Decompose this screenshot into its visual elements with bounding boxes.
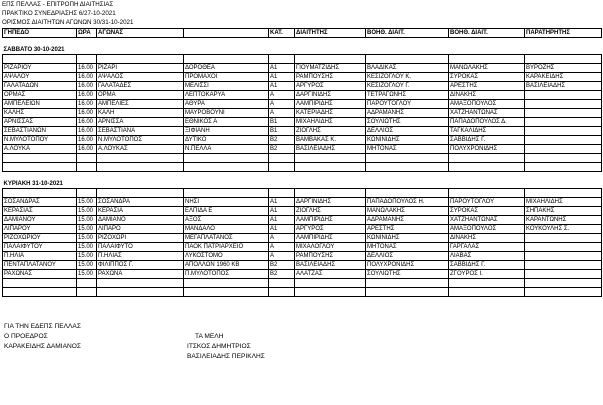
empty-cell <box>184 279 269 288</box>
match-cell: ΖΙΟΓΛΗΣ <box>295 127 366 136</box>
empty-row <box>3 38 602 47</box>
footer-left <box>4 322 81 352</box>
match-cell: ΛΙΠΑΡΟ <box>97 225 184 234</box>
empty-cell <box>449 279 525 288</box>
match-cell: ΒΑΜΒΑΚΑΣ Κ. <box>295 136 366 145</box>
match-cell: ΠΑΛΑΙΦΥΤΟ <box>97 243 184 252</box>
empty-cell <box>3 288 77 297</box>
match-cell: ΒΑΣΙΛΕΙΑΔΗΣ <box>295 261 366 270</box>
empty-cell <box>366 189 449 198</box>
match-cell <box>525 145 602 154</box>
match-cell: ΔΑΜΙΑΝΟ <box>97 216 184 225</box>
match-cell: ΦΙΛΙΠΠΟΣ Γ. <box>97 261 184 270</box>
match-cell: Β1 <box>269 118 295 127</box>
match-cell: ΜΕΛΙΣΣΙ <box>184 82 269 91</box>
match-cell: 15.00 <box>77 252 97 261</box>
match-cell: Ν.ΠΕΛΛΑ <box>184 145 269 154</box>
match-cell: Α <box>269 109 295 118</box>
empty-row <box>3 279 602 288</box>
match-cell: ΡΙΖΑΡΙΟΥ <box>3 64 77 73</box>
match-cell: ΑΨΑΛΟΣ <box>97 73 184 82</box>
match-cell: ΑΛΑΤΖΑΣ <box>295 270 366 279</box>
empty-cell <box>269 172 295 181</box>
match-row <box>3 261 602 270</box>
match-cell: ΞΙΦΙΑΝΗ <box>184 127 269 136</box>
column-header: ΒΟΗΘ. ΔΙΑΙΤ. <box>449 29 525 38</box>
match-cell: ΣΕΒΑΣΤΙΑΝΑ <box>97 127 184 136</box>
empty-cell <box>97 279 184 288</box>
match-cell: ΣΥΡΟΚΑΣ <box>449 73 525 82</box>
match-cell: Α1 <box>269 82 295 91</box>
match-cell: 15.00 <box>77 234 97 243</box>
match-cell: ΧΑΤΖΗΑΝΤΩΝΑΣ <box>449 216 525 225</box>
match-cell: ΜΑΝΩΛΑΚΗΣ <box>449 64 525 73</box>
empty-cell <box>184 38 269 47</box>
match-cell: ΑΨΑΛΟΥ <box>3 73 77 82</box>
match-cell: 16.00 <box>77 82 97 91</box>
match-cell: 15.00 <box>77 198 97 207</box>
empty-cell <box>3 189 77 198</box>
match-row <box>3 145 602 154</box>
match-cell: ΜΑΥΡΟΒΟΥΝΙ <box>184 109 269 118</box>
match-cell: 15.00 <box>77 243 97 252</box>
match-cell: Ν.ΜΥΛΟΤΟΠΟΣ <box>97 136 184 145</box>
empty-cell <box>97 288 184 297</box>
empty-cell <box>3 55 77 64</box>
match-cell: ΑΡΓΥΡΟΣ <box>295 225 366 234</box>
match-cell: ΔΕΛΛΙΟΣ <box>366 127 449 136</box>
match-cell: 16.00 <box>77 91 97 100</box>
empty-cell <box>184 189 269 198</box>
match-cell: ΒΛΑΔΙΚΑΣ <box>366 64 449 73</box>
empty-cell <box>97 38 184 47</box>
match-cell: ΑΡΓΥΡΟΣ <box>295 82 366 91</box>
match-cell <box>525 127 602 136</box>
empty-cell <box>97 163 184 172</box>
empty-cell <box>449 163 525 172</box>
footer-member-2: ΒΑΣΙΛΕΙΑΔΗΣ ΠΕΡΙΚΛΗΣ <box>187 353 265 360</box>
match-cell <box>525 243 602 252</box>
match-cell: Π.ΗΛΙΑ <box>3 252 77 261</box>
empty-cell <box>525 189 602 198</box>
column-header: ΔΙΑΙΤΗΤΗΣ <box>295 29 366 38</box>
empty-cell <box>525 163 602 172</box>
match-cell: ΔΑΡΓΙΝΙΔΗΣ <box>295 91 366 100</box>
match-cell: ΣΟΥΛΙΩΤΗΣ <box>366 270 449 279</box>
empty-cell <box>77 163 97 172</box>
match-cell: 16.00 <box>77 100 97 109</box>
empty-cell <box>295 288 366 297</box>
match-cell: ΠΡΟΜΑΧΟΙ <box>184 73 269 82</box>
match-cell: ΟΡΜΑΣ <box>3 91 77 100</box>
match-cell: ΠΑΛΑΙΦΥΤΟΥ <box>3 243 77 252</box>
match-cell: ΚΕΣΙΖΟΓΛΟΥ Γ. <box>366 82 449 91</box>
empty-row <box>3 288 602 297</box>
empty-cell <box>449 154 525 163</box>
match-cell: ΑΜΑΞΟΠΟΥΛΟΣ <box>449 225 525 234</box>
match-cell: Ν.ΜΥΛΟΤΟΠΟΥ <box>3 136 77 145</box>
match-cell: 16.00 <box>77 64 97 73</box>
match-cell: Β2 <box>269 136 295 145</box>
column-header: ΚΑΤ. <box>269 29 295 38</box>
match-row <box>3 270 602 279</box>
match-cell: ΚΩΝΙΝΙΔΗΣ <box>366 136 449 145</box>
empty-cell <box>184 288 269 297</box>
empty-cell <box>449 172 525 181</box>
match-row <box>3 82 602 91</box>
match-cell: ΒΑΣΙΛΕΙΑΔΗΣ <box>525 82 602 91</box>
match-cell: ΛΑΜΠΙΡΙΔΗΣ <box>295 216 366 225</box>
match-cell: ΡΙΖΟΧΩΡΙΟΥ <box>3 234 77 243</box>
match-cell: ΠΑΡΟΥΤΟΓΛΟΥ <box>366 100 449 109</box>
column-header <box>184 29 269 38</box>
empty-cell <box>77 55 97 64</box>
match-cell: ΣΟΣΑΝΔΡΑ <box>97 198 184 207</box>
match-cell: ΠΑΡΟΥΤΟΓΛΟΥ <box>449 198 525 207</box>
empty-cell <box>269 279 295 288</box>
column-header: ΠΑΡΑΤΗΡΗΤΗΣ <box>525 29 602 38</box>
header-row <box>3 29 602 38</box>
empty-cell <box>77 154 97 163</box>
match-cell: ΕΛΠΙΔΑ Ε <box>184 207 269 216</box>
section-header <box>3 46 602 55</box>
match-cell: ΕΘΝΙΚΟΣ Α <box>184 118 269 127</box>
match-cell <box>525 118 602 127</box>
match-cell: ΓΙΟΥΜΑΤΖΙΔΗΣ <box>295 64 366 73</box>
match-row <box>3 109 602 118</box>
match-row <box>3 73 602 82</box>
empty-cell <box>3 172 77 181</box>
empty-cell <box>295 279 366 288</box>
empty-row <box>3 189 602 198</box>
empty-cell <box>269 55 295 64</box>
doc-assignment-title: ΟΡΙΣΜΟΣ ΔΙΑΙΤΗΤΩΝ ΑΓΩΝΩΝ 30/31-10-2021 <box>2 19 134 26</box>
match-cell: ΡΑΧΩΝΑΣ <box>3 270 77 279</box>
match-cell: Α <box>269 243 295 252</box>
empty-cell <box>3 279 77 288</box>
match-cell: ΚΑΤΕΡΙΑΔΗΣ <box>295 109 366 118</box>
match-cell: Α <box>269 252 295 261</box>
empty-cell <box>77 38 97 47</box>
empty-cell <box>184 163 269 172</box>
match-cell: ΖΙΟΓΛΗΣ <box>295 207 366 216</box>
match-row <box>3 225 602 234</box>
empty-cell <box>295 189 366 198</box>
empty-cell <box>366 38 449 47</box>
empty-cell <box>269 163 295 172</box>
empty-cell <box>366 55 449 64</box>
empty-cell <box>295 55 366 64</box>
footer-org: ΓΙΑ ΤΗΝ ΕΔΕΠΣ ΠΕΛΛΑΣ <box>4 323 81 330</box>
match-row <box>3 216 602 225</box>
match-cell: Β2 <box>269 145 295 154</box>
empty-cell <box>184 55 269 64</box>
empty-cell <box>269 154 295 163</box>
match-cell: ΚΕΡΑΣΙΑ <box>97 207 184 216</box>
match-cell: Π.ΜΥΛΟΤΟΠΟΣ <box>184 270 269 279</box>
match-cell: ΧΑΤΖΗΑΝΤΩΝΑΣ <box>449 109 525 118</box>
match-cell <box>525 100 602 109</box>
empty-cell <box>449 55 525 64</box>
match-cell: ΑΞΟΣ <box>184 216 269 225</box>
match-row <box>3 252 602 261</box>
match-cell: ΚΑΡΑΚΕΙΔΗΣ <box>525 73 602 82</box>
footer-member-1: ΙΤΣΚΟΣ ΔΗΜΗΤΡΙΟΣ <box>187 343 251 350</box>
match-cell: ΔΙΝΑΚΗΣ <box>449 91 525 100</box>
empty-cell <box>525 55 602 64</box>
match-cell: ΡΙΖΑΡΙ <box>97 64 184 73</box>
empty-cell <box>77 279 97 288</box>
match-cell: ΠΕΝΤΑΠΛΑΤΑΝΟΥ <box>3 261 77 270</box>
empty-row <box>3 172 602 181</box>
match-cell: ΛΑΜΠΙΡΙΔΗΣ <box>295 100 366 109</box>
empty-cell <box>3 154 77 163</box>
empty-row <box>3 55 602 64</box>
empty-cell <box>77 288 97 297</box>
match-cell: ΑΘΥΡΑ <box>184 100 269 109</box>
match-cell: ΠΑΟΚ ΠΑΤΡΙΑΡΧΕΙΟ <box>184 243 269 252</box>
match-row <box>3 136 602 145</box>
match-cell: ΑΡΕΣΤΗΣ <box>449 82 525 91</box>
empty-cell <box>525 288 602 297</box>
empty-cell <box>295 154 366 163</box>
empty-cell <box>366 163 449 172</box>
empty-cell <box>295 172 366 181</box>
match-cell: ΒΑΣΙΛΕΙΑΔΗΣ <box>295 145 366 154</box>
footer-president-name: ΚΑΡΑΚΕΙΔΗΣ ΔΑΜΙΑΝΟΣ <box>4 343 81 350</box>
empty-cell <box>269 189 295 198</box>
empty-cell <box>366 279 449 288</box>
match-cell: 16.00 <box>77 127 97 136</box>
match-cell: ΑΜΑΞΟΠΟΥΛΟΣ <box>449 100 525 109</box>
match-cell <box>525 252 602 261</box>
match-cell: 16.00 <box>77 145 97 154</box>
match-row <box>3 91 602 100</box>
match-cell: ΜΗΤΟΝΑΣ <box>366 145 449 154</box>
match-cell: ΚΕΣΙΖΟΓΛΟΥ Κ. <box>366 73 449 82</box>
match-cell: ΑΜΠΕΛΙΕΣ <box>97 100 184 109</box>
match-cell: ΜΑΝΔΑΛΟ <box>184 225 269 234</box>
match-cell: ΣΕΒΑΣΤΙΑΝΩΝ <box>3 127 77 136</box>
match-cell <box>525 109 602 118</box>
match-cell: Α1 <box>269 207 295 216</box>
match-cell: 15.00 <box>77 270 97 279</box>
match-cell: ΛΙΠΑΡΟΥ <box>3 225 77 234</box>
match-cell: 15.00 <box>77 216 97 225</box>
match-cell: ΑΠΟΛΛΩΝ 1960 ΚΒ <box>184 261 269 270</box>
match-cell: Α1 <box>269 64 295 73</box>
match-cell: ΜΕΓΑΠΛΑΤΑΝΟΣ <box>184 234 269 243</box>
match-cell: ΚΩΝΙΝΙΔΗΣ <box>366 234 449 243</box>
match-cell: ΣΑΒΒΙΔΗΣ Γ. <box>449 261 525 270</box>
empty-cell <box>295 163 366 172</box>
match-cell <box>525 270 602 279</box>
section-header <box>3 180 602 189</box>
match-row <box>3 234 602 243</box>
empty-cell <box>77 189 97 198</box>
match-cell: ΤΑΓΚΑΛΙΔΗΣ <box>449 127 525 136</box>
match-cell: ΠΑΠΑΔΟΠΟΥΛΟΣ Δ. <box>449 118 525 127</box>
match-cell: ΣΗΠΑΚΗΣ <box>525 207 602 216</box>
column-header: ΩΡΑ <box>77 29 97 38</box>
match-cell: ΛΥΚΟΣΤΟΜΟ <box>184 252 269 261</box>
match-cell: 15.00 <box>77 261 97 270</box>
match-cell: Α1 <box>269 73 295 82</box>
match-cell: ΑΡΝΙΣΣΑΣ <box>3 118 77 127</box>
match-row <box>3 64 602 73</box>
match-cell: 16.00 <box>77 73 97 82</box>
empty-cell <box>366 288 449 297</box>
empty-cell <box>525 154 602 163</box>
empty-cell <box>184 172 269 181</box>
empty-cell <box>97 189 184 198</box>
match-cell: ΔΑΡΓΙΝΙΔΗΣ <box>295 198 366 207</box>
match-cell: ΔΑΜΙΑΝΟΥ <box>3 216 77 225</box>
match-cell: 15.00 <box>77 207 97 216</box>
match-cell: ΣΑΒΒΙΔΗΣ Γ. <box>449 136 525 145</box>
match-cell: ΑΜΠΕΛΕΙΩΝ <box>3 100 77 109</box>
match-cell: ΓΑΛΑΤΑΔΕΣ <box>97 82 184 91</box>
column-header: ΓΗΠΕΔΟ <box>3 29 77 38</box>
match-cell: ΚΑΡΑΝΤΩΝΗΣ <box>525 216 602 225</box>
match-cell: ΓΑΡΓΑΛΑΣ <box>449 243 525 252</box>
match-cell: 15.00 <box>77 225 97 234</box>
empty-cell <box>77 172 97 181</box>
match-cell <box>525 261 602 270</box>
footer-members-title: ΤΑ ΜΕΛΗ <box>195 333 224 340</box>
match-cell: ΖΓΟΥΡΟΣ Ι. <box>449 270 525 279</box>
empty-cell <box>97 55 184 64</box>
match-cell: ΑΡΕΣΤΗΣ <box>366 225 449 234</box>
match-cell: ΡΑΜΠΟΥΣΗΣ <box>295 252 366 261</box>
match-cell: ΔΟΡΟΘΕΑ <box>184 64 269 73</box>
match-cell: ΣΥΡΟΚΑΣ <box>449 207 525 216</box>
match-cell: Α <box>269 91 295 100</box>
match-cell: 16.00 <box>77 136 97 145</box>
match-cell: 16.00 <box>77 109 97 118</box>
match-cell: ΠΟΛΥΧΡΟΝΙΔΗΣ <box>366 261 449 270</box>
match-row <box>3 118 602 127</box>
match-cell: Α <box>269 100 295 109</box>
empty-cell <box>295 38 366 47</box>
match-cell: ΛΕΠΤΟΚΑΡΥΑ <box>184 91 269 100</box>
match-cell: ΠΟΛΥΧΡΟΝΙΔΗΣ <box>449 145 525 154</box>
section-title: ΚΥΡΙΑΚΗ 31-10-2021 <box>3 180 63 187</box>
footer-right <box>187 332 265 362</box>
match-row <box>3 100 602 109</box>
match-cell: Β2 <box>269 270 295 279</box>
match-cell: ΡΑΧΩΝΑ <box>97 270 184 279</box>
doc-subtitle: ΠΡΑΚΤΙΚΟ ΣΥΝΕΔΡΙΑΣΗΣ 6/27-10-2021 <box>2 10 116 17</box>
match-cell: ΜΗΤΟΝΑΣ <box>366 243 449 252</box>
match-cell: ΚΑΛΗ <box>97 109 184 118</box>
match-cell: ΛΑΜΠΙΡΙΔΗΣ <box>295 234 366 243</box>
match-cell: Β2 <box>269 261 295 270</box>
match-cell: ΔΥΤΙΚΟ <box>184 136 269 145</box>
match-cell: ΤΕΤΡΑΓΩΝΗΣ <box>366 91 449 100</box>
match-cell <box>525 234 602 243</box>
match-cell: ΚΑΛΗΣ <box>3 109 77 118</box>
match-cell: Α <box>269 234 295 243</box>
empty-cell <box>3 38 77 47</box>
match-cell: ΜΑΝΩΛΑΚΗΣ <box>366 207 449 216</box>
empty-cell <box>269 38 295 47</box>
match-cell: Α.ΛΟΥΚΑ <box>3 145 77 154</box>
match-cell <box>525 91 602 100</box>
empty-cell <box>449 288 525 297</box>
section-title: ΣΑΒΒΑΤΟ 30-10-2021 <box>3 46 65 53</box>
empty-cell <box>97 154 184 163</box>
empty-row <box>3 154 602 163</box>
match-cell: ΑΔΡΑΜΑΝΗΣ <box>366 216 449 225</box>
match-cell: ΓΑΛΑΤΑΔΩΝ <box>3 82 77 91</box>
match-cell: ΑΔΡΑΜΑΝΗΣ <box>366 109 449 118</box>
empty-cell <box>184 154 269 163</box>
empty-cell <box>525 38 602 47</box>
match-cell: ΟΡΜΑ <box>97 91 184 100</box>
column-header: ΒΟΗΘ. ΔΙΑΙΤ. <box>366 29 449 38</box>
match-row <box>3 198 602 207</box>
empty-cell <box>97 172 184 181</box>
match-cell: Π.ΗΛΙΑΣ <box>97 252 184 261</box>
match-cell: ΔΙΝΑΚΗΣ <box>449 234 525 243</box>
footer-president-title: Ο ΠΡΟΕΔΡΟΣ <box>4 333 48 340</box>
match-cell: ΠΑΠΑΔΟΠΟΥΛΟΣ Η. <box>366 198 449 207</box>
match-row <box>3 127 602 136</box>
match-cell: ΣΟΣΑΝΔΡΑΣ <box>3 198 77 207</box>
match-cell: ΚΕΡΑΣΙΑΣ <box>3 207 77 216</box>
empty-cell <box>525 279 602 288</box>
match-cell: Α1 <box>269 216 295 225</box>
empty-cell <box>449 189 525 198</box>
match-cell: ΒΥΡΟΖΗΣ <box>525 64 602 73</box>
match-cell: ΜΙΧΑΗΛΙΔΗΣ <box>525 198 602 207</box>
match-cell: ΜΙΧΑΗΛΙΔΗΣ <box>295 118 366 127</box>
doc-title: ΕΠΣ ΠΕΛΛΑΣ - ΕΠΙΤΡΟΠΗ ΔΙΑΙΤΗΣΙΑΣ <box>2 1 114 8</box>
match-cell: ΛΙΑΒΑΣ <box>449 252 525 261</box>
match-row <box>3 243 602 252</box>
empty-cell <box>3 163 77 172</box>
match-row <box>3 207 602 216</box>
column-header: ΑΓΩΝΑΣ <box>97 29 184 38</box>
match-cell: ΣΟΥΛΙΩΤΗΣ <box>366 118 449 127</box>
match-cell <box>525 136 602 145</box>
empty-row <box>3 163 602 172</box>
empty-cell <box>269 288 295 297</box>
match-cell: Α1 <box>269 225 295 234</box>
match-cell: ΡΑΜΠΟΥΣΗΣ <box>295 73 366 82</box>
empty-cell <box>449 38 525 47</box>
empty-cell <box>366 154 449 163</box>
empty-cell <box>525 172 602 181</box>
match-cell: ΜΙΧΑΛΟΓΛΟΥ <box>295 243 366 252</box>
match-cell: ΔΕΛΛΙΟΣ <box>366 252 449 261</box>
match-cell: Α1 <box>269 198 295 207</box>
assignments-table <box>2 28 602 297</box>
match-cell: ΑΡΝΙΣΣΑ <box>97 118 184 127</box>
match-cell: ΡΙΖΟΧΩΡΙ <box>97 234 184 243</box>
match-cell: ΝΗΣΙ <box>184 198 269 207</box>
match-cell: Α.ΛΟΥΚΑΣ <box>97 145 184 154</box>
match-cell: 16.00 <box>77 118 97 127</box>
match-cell: ΚΟΥΚΟΥΛΗΣ Σ. <box>525 225 602 234</box>
empty-cell <box>366 172 449 181</box>
match-cell: Β1 <box>269 127 295 136</box>
